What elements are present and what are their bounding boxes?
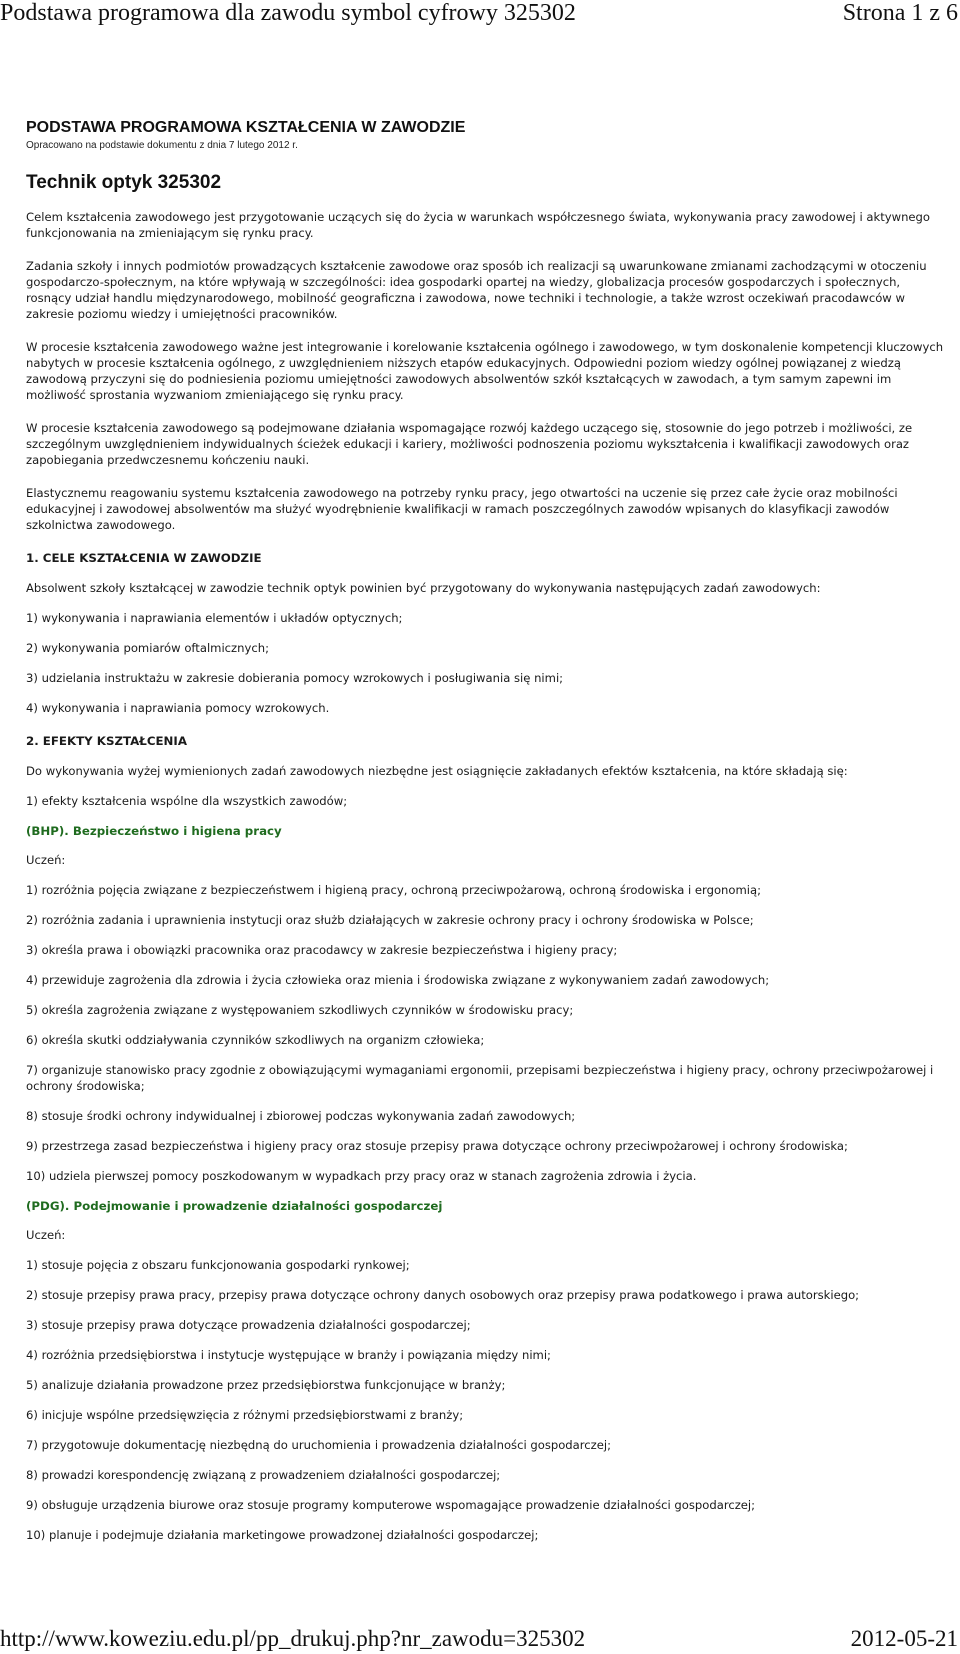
- section-lead: Do wykonywania wyżej wymienionych zadań zawodowych niezbędne jest osiągnięcie zakładanych efektów kształcenia, na które składają się:: [26, 764, 848, 778]
- list-item: 7) organizuje stanowisko pracy zgodnie z obowiązującymi wymaganiami ergonomii, przepisami bezpieczeństwa i higieny pracy, ochrony przeciwpożarowej i ochrony środowiska;: [26, 1063, 934, 1093]
- list-item: 6) określa skutki oddziaływania czynników szkodliwych na organizm człowieka;: [26, 1033, 485, 1047]
- intro-paragraph: Celem kształcenia zawodowego jest przygotowanie uczących się do życia w warunkach współczesnego świata, wykonywania pracy zawodowej i aktywnego funkcjonowania na zmieniającym się rynku pracy.: [26, 210, 931, 240]
- list-item: 1) stosuje pojęcia z obszaru funkcjonowania gospodarki rynkowej;: [26, 1258, 410, 1272]
- list-item: 3) stosuje przepisy prawa dotyczące prowadzenia działalności gospodarczej;: [26, 1318, 471, 1332]
- list-item: 3) określa prawa i obowiązki pracownika oraz pracodawcy w zakresie bezpieczeństwa i higieny pracy;: [26, 943, 618, 957]
- subsection-heading-pdg: (PDG). Podejmowanie i prowadzenie działalności gospodarczej: [26, 1199, 443, 1213]
- list-item: 1) efekty kształcenia wspólne dla wszystkich zawodów;: [26, 794, 348, 808]
- print-footer: [0, 1626, 960, 1654]
- list-item: 8) prowadzi korespondencję związaną z prowadzeniem działalności gospodarczej;: [26, 1468, 501, 1482]
- list-item: 4) przewiduje zagrożenia dla zdrowia i życia człowieka oraz mienia i środowiska związane z wykonywaniem zadań zawodowych;: [26, 973, 770, 987]
- document-body: [26, 118, 946, 1543]
- list-item: 6) inicjuje wspólne przedsięwzięcia z różnymi przedsiębiorstwami z branży;: [26, 1408, 464, 1422]
- intro-paragraph: W procesie kształcenia zawodowego ważne jest integrowanie i korelowanie kształcenia ogólnego i zawodowego, w tym doskonalenie kompetencji kluczowych nabytych w procesie kształcenia ogólnego, z uwzględnieniem niższych etapów edukacyjnych. Odpowiedni poziom wiedzy ogólnej powiązanej z wiedzą zawodową przyczyni się do podniesienia poziomu umiejętności zawodowych absolwentów szkół kształcących w zawodach, a tym samym zapewni im możliwość sprostania wyzwaniom zmieniającego się rynku pracy.: [26, 340, 944, 402]
- footer-date: 2012-05-21: [850, 1626, 958, 1651]
- header-page-number: Strona 1 z 6: [842, 0, 958, 26]
- list-item: 10) udziela pierwszej pomocy poszkodowanym w wypadkach przy pracy oraz w stanach zagrożenia zdrowia i życia.: [26, 1169, 697, 1183]
- list-item: 5) określa zagrożenia związane z występowaniem szkodliwych czynników w środowisku pracy;: [26, 1003, 574, 1017]
- footer-url: http://www.koweziu.edu.pl/pp_drukuj.php?nr_zawodu=325302: [0, 1626, 586, 1651]
- list-item: 7) przygotowuje dokumentację niezbędną do uruchomienia i prowadzenia działalności gospodarczej;: [26, 1438, 612, 1452]
- profession-title: Technik optyk 325302: [26, 172, 222, 193]
- list-item: 4) wykonywania i naprawiania pomocy wzrokowych.: [26, 701, 330, 715]
- list-item: 9) przestrzega zasad bezpieczeństwa i higieny pracy oraz stosuje przepisy prawa dotyczące ochrony przeciwpożarowej i ochrony środowiska;: [26, 1139, 848, 1153]
- list-item: 9) obsługuje urządzenia biurowe oraz stosuje programy komputerowe wspomagające prowadzenie działalności gospodarczej;: [26, 1498, 756, 1512]
- section-heading-goals: 1. CELE KSZTAŁCENIA W ZAWODZIE: [26, 551, 262, 565]
- document-title: PODSTAWA PROGRAMOWA KSZTAŁCENIA W ZAWODZIE: [26, 119, 466, 136]
- list-item: 8) stosuje środki ochrony indywidualnej i zbiorowej podczas wykonywania zadań zawodowych;: [26, 1109, 576, 1123]
- list-item: 3) udzielania instruktażu w zakresie dobierania pomocy wzrokowych i posługiwania się nimi;: [26, 671, 564, 685]
- learner-label: Uczeń:: [26, 1228, 66, 1242]
- subsection-heading-bhp: (BHP). Bezpieczeństwo i higiena pracy: [26, 824, 282, 838]
- section-heading-effects: 2. EFEKTY KSZTAŁCENIA: [26, 734, 187, 748]
- list-item: 1) wykonywania i naprawiania elementów i układów optycznych;: [26, 611, 403, 625]
- list-item: 10) planuje i podejmuje działania marketingowe prowadzonej działalności gospodarczej;: [26, 1528, 539, 1542]
- intro-paragraph: Zadania szkoły i innych podmiotów prowadzących kształcenie zawodowe oraz sposób ich realizacji są uwarunkowane zmianami zachodzącymi w otoczeniu gospodarczo-społecznym, na które wpływają w szczególności: idea gospodarki opartej na wiedzy, globalizacja procesów gospodarczych i społecznych, rosnący udział handlu międzynarodowego, mobilność geograficzna i zawodowa, nowe techniki i technologie, a także wzrost oczekiwań pracodawców w zakresie poziomu wiedzy i umiejętności pracowników.: [26, 259, 927, 321]
- list-item: 1) rozróżnia pojęcia związane z bezpieczeństwem i higieną pracy, ochroną przeciwpożarową, ochroną środowiska i ergonomią;: [26, 883, 762, 897]
- list-item: 4) rozróżnia przedsiębiorstwa i instytucje występujące w branży i powiązania między nimi;: [26, 1348, 551, 1362]
- intro-paragraph: W procesie kształcenia zawodowego są podejmowane działania wspomagające rozwój każdego uczącego się, stosownie do jego potrzeb i możliwości, ze szczególnym uwzględnieniem indywidualnych ścieżek edukacji i kariery, możliwości podnoszenia poziomu wykształcenia i kwalifikacji zawodowych oraz zapobiegania przedwczesnemu kończeniu nauki.: [26, 421, 913, 467]
- intro-paragraph: Elastycznemu reagowaniu systemu kształcenia zawodowego na potrzeby rynku pracy, jego otwartości na uczenie się przez całe życie oraz mobilności edukacyjnej i zawodowej absolwentów ma służyć wyodrębnienie kwalifikacji w ramach poszczególnych zawodów wpisanych do klasyfikacji zawodów szkolnictwa zawodowego.: [26, 486, 898, 532]
- document-subtitle: Opracowano na podstawie dokumentu z dnia 7 lutego 2012 r.: [26, 140, 298, 151]
- print-header: [0, 0, 960, 30]
- section-lead: Absolwent szkoły kształcącej w zawodzie technik optyk powinien być przygotowany do wykonywania następujących zadań zawodowych:: [26, 581, 821, 595]
- list-item: 2) rozróżnia zadania i uprawnienia instytucji oraz służb działających w zakresie ochrony pracy i ochrony środowiska w Polsce;: [26, 913, 754, 927]
- list-item: 5) analizuje działania prowadzone przez przedsiębiorstwa funkcjonujące w branży;: [26, 1378, 506, 1392]
- header-document-title: Podstawa programowa dla zawodu symbol cyfrowy 325302: [0, 0, 576, 26]
- list-item: 2) stosuje przepisy prawa pracy, przepisy prawa dotyczące ochrony danych osobowych oraz przepisy prawa podatkowego i prawa autorskiego;: [26, 1288, 860, 1302]
- list-item: 2) wykonywania pomiarów oftalmicznych;: [26, 641, 269, 655]
- learner-label: Uczeń:: [26, 853, 66, 867]
